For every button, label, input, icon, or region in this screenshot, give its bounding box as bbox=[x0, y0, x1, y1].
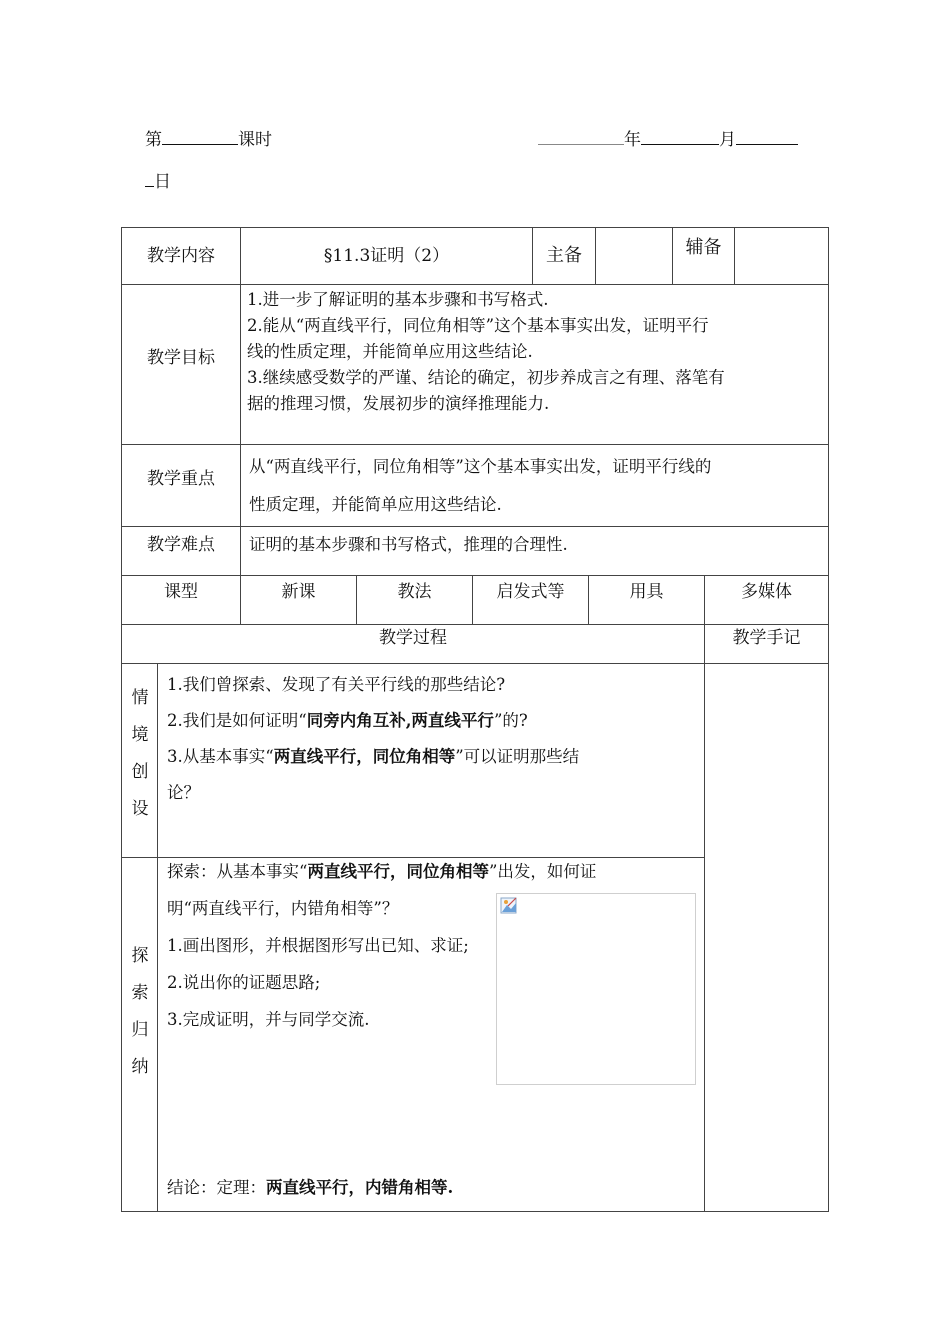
situation-content bbox=[167, 667, 702, 811]
explore-content bbox=[167, 853, 702, 1038]
objectives-label: 教学目标 bbox=[147, 348, 215, 368]
side-char: 归 bbox=[131, 1020, 149, 1040]
explore-line-4: 2.说出你的证题思路; bbox=[167, 973, 321, 992]
teaching-notes-header: 教学手记 bbox=[732, 628, 801, 648]
key-points-label: 教学重点 bbox=[147, 469, 215, 489]
key-point-line: 从“两直线平行，同位角相等”这个基本事实出发，证明平行线的 bbox=[249, 457, 712, 476]
explore-side-label bbox=[122, 938, 158, 1086]
date-line bbox=[538, 128, 798, 150]
situation-q3: 3.从基本事实“两直线平行，同位角相等”可以证明那些结 bbox=[167, 747, 580, 766]
day-line bbox=[145, 170, 171, 192]
objective-line: 2.能从“两直线平行，同位角相等”这个基本事实出发，证明平行 bbox=[247, 316, 709, 335]
teaching-method-value: 启发式等 bbox=[496, 582, 565, 602]
situation-side-label bbox=[122, 680, 158, 828]
day-blank-cont bbox=[145, 170, 154, 187]
lesson-number-line bbox=[145, 128, 272, 150]
side-char: 境 bbox=[131, 725, 149, 745]
situation-q2: 2.我们是如何证明“同旁内角互补,两直线平行”的? bbox=[167, 711, 528, 730]
side-char: 纳 bbox=[131, 1057, 149, 1077]
lesson-suffix: 课时 bbox=[238, 130, 272, 150]
tools-label: 用具 bbox=[629, 582, 664, 602]
teaching-content-label: 教学内容 bbox=[147, 246, 215, 266]
objectives-text bbox=[247, 287, 825, 417]
teaching-method-label: 教法 bbox=[397, 582, 432, 602]
month-blank bbox=[641, 128, 719, 145]
situation-q1: 1.我们曾探索、发现了有关平行线的那些结论? bbox=[167, 675, 506, 694]
lead-prep-label: 主备 bbox=[546, 245, 582, 266]
side-char: 情 bbox=[131, 688, 149, 708]
objective-line: 据的推理习惯，发展初步的演绎推理能力. bbox=[247, 394, 550, 413]
day-label: 日 bbox=[154, 172, 171, 192]
explore-line-1: 探索：从基本事实“两直线平行，同位角相等”出发，如何证 bbox=[167, 862, 597, 881]
lesson-type-label: 课型 bbox=[164, 582, 198, 602]
teaching-process-header: 教学过程 bbox=[379, 628, 447, 648]
explore-conclusion: 结论：定理：两直线平行，内错角相等. bbox=[167, 1178, 454, 1197]
year-blank bbox=[538, 128, 624, 145]
key-points-text bbox=[249, 448, 827, 524]
difficulties-text: 证明的基本步骤和书写格式，推理的合理性. bbox=[249, 535, 568, 554]
side-char: 索 bbox=[131, 983, 149, 1003]
explore-line-5: 3.完成证明，并与同学交流. bbox=[167, 1010, 370, 1029]
year-label: 年 bbox=[624, 130, 641, 150]
objective-line: 线的性质定理，并能简单应用这些结论. bbox=[247, 342, 533, 361]
side-char: 设 bbox=[131, 799, 149, 819]
side-char: 探 bbox=[131, 946, 149, 966]
teaching-content-value: §11.3证明（2） bbox=[323, 246, 450, 266]
assist-prep-label: 辅备 bbox=[685, 237, 722, 258]
lesson-number-blank bbox=[162, 128, 238, 145]
side-char: 创 bbox=[131, 762, 149, 782]
tools-value: 多媒体 bbox=[741, 582, 792, 602]
lesson-prefix: 第 bbox=[145, 130, 162, 150]
lesson-type-value: 新课 bbox=[281, 582, 316, 602]
explore-line-3: 1.画出图形，并根据图形写出已知、求证; bbox=[167, 936, 469, 955]
day-blank bbox=[736, 128, 798, 145]
key-point-line: 性质定理，并能简单应用这些结论. bbox=[249, 495, 502, 514]
situation-q3-cont: 论？ bbox=[167, 783, 200, 802]
month-label: 月 bbox=[719, 130, 736, 150]
difficulties-label: 教学难点 bbox=[147, 535, 215, 555]
objective-line: 1.进一步了解证明的基本步骤和书写格式. bbox=[247, 290, 549, 309]
explore-line-2: 明“两直线平行，内错角相等”？ bbox=[167, 899, 399, 918]
objective-line: 3.继续感受数学的严谨、结论的确定，初步养成言之有理、落笔有 bbox=[247, 368, 725, 387]
